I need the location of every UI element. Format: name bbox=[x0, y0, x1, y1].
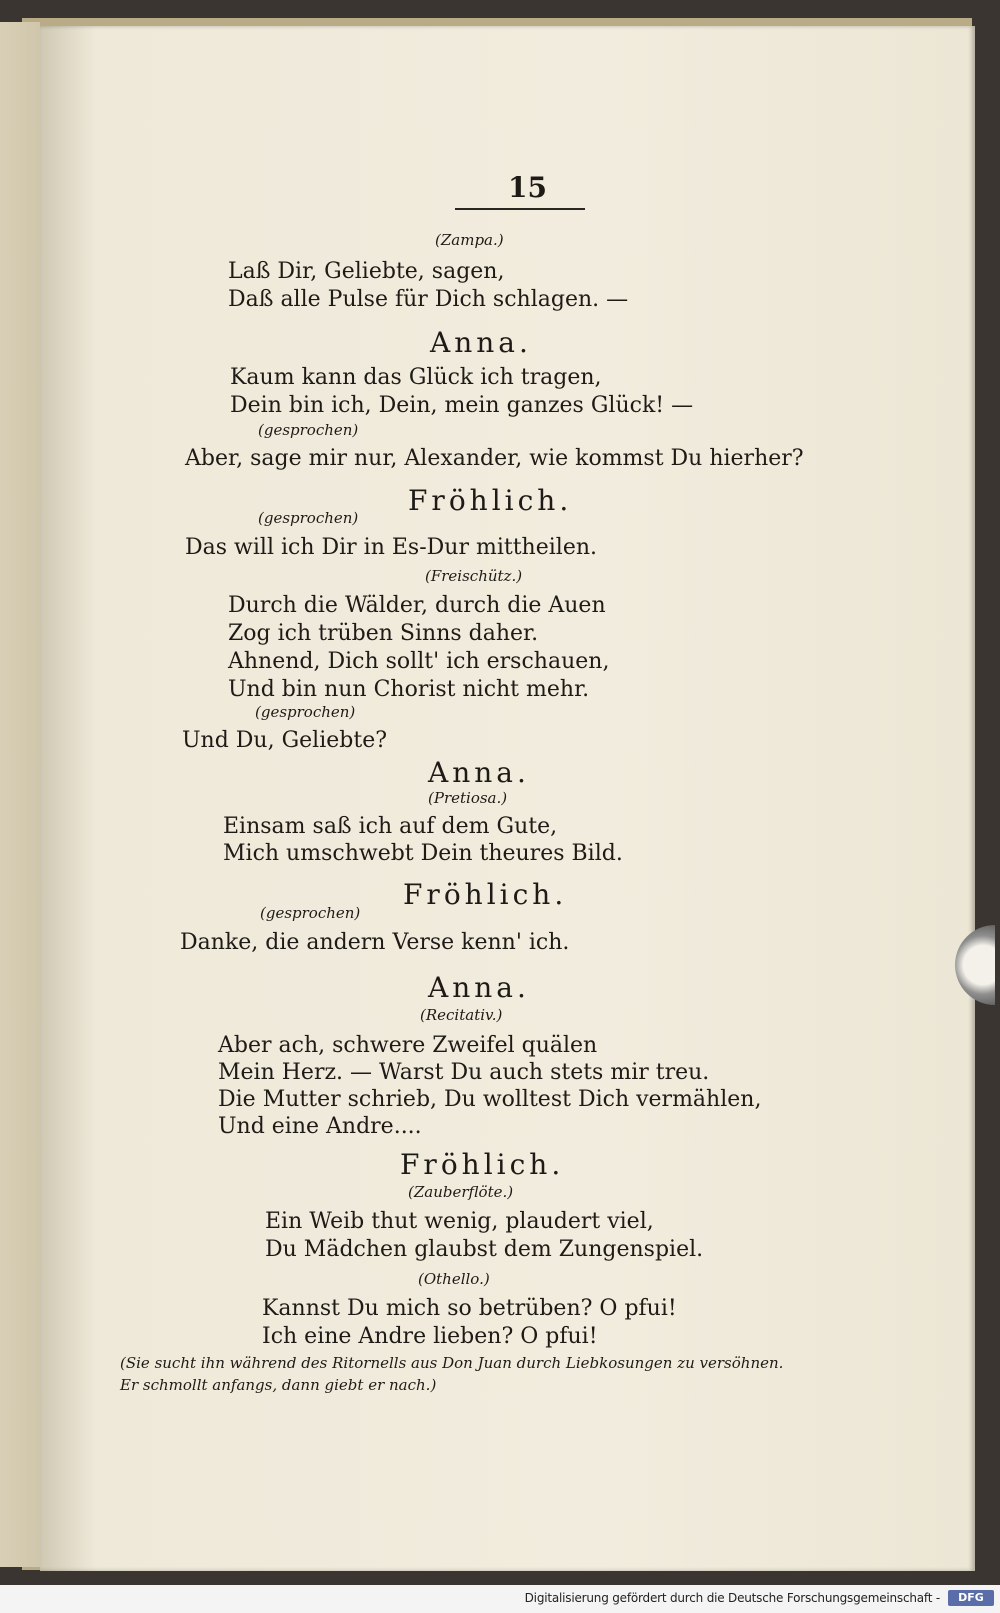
dialogue-line: Aber, sage mir nur, Alexander, wie kommst Du hierher? bbox=[185, 446, 804, 471]
page-number: 15 bbox=[508, 171, 547, 204]
header-rule bbox=[455, 208, 585, 210]
stage-direction-note: Er schmollt anfangs, dann giebt er nach.) bbox=[120, 1376, 437, 1394]
dfg-logo: DFG bbox=[948, 1590, 994, 1606]
stage-direction: (gesprochen) bbox=[260, 904, 361, 922]
book-page bbox=[40, 26, 975, 1571]
stage-direction: (Pretiosa.) bbox=[428, 789, 508, 807]
stage-direction: (Othello.) bbox=[418, 1270, 490, 1288]
speaker-name: Anna. bbox=[428, 971, 530, 1004]
verse-line: Zog ich trüben Sinns daher. bbox=[228, 621, 539, 646]
stage-direction: (Freischütz.) bbox=[425, 567, 523, 585]
verse-line: Die Mutter schrieb, Du wolltest Dich vermählen, bbox=[218, 1087, 762, 1112]
verse-line: Ich eine Andre lieben? O pfui! bbox=[262, 1324, 598, 1349]
verse-line: Durch die Wälder, durch die Auen bbox=[228, 593, 606, 618]
stage-direction: (gesprochen) bbox=[258, 421, 359, 439]
verse-line: Aber ach, schwere Zweifel quälen bbox=[218, 1033, 598, 1058]
dialogue-line: Das will ich Dir in Es-Dur mittheilen. bbox=[185, 535, 597, 560]
stage-direction: (gesprochen) bbox=[258, 509, 359, 527]
speaker-name: Anna. bbox=[428, 756, 530, 789]
speaker-name: Fröhlich. bbox=[400, 1148, 565, 1181]
verse-line: Und eine Andre.... bbox=[218, 1114, 422, 1139]
verse-line: Und bin nun Chorist nicht mehr. bbox=[228, 677, 590, 702]
stage-direction: (Recitativ.) bbox=[420, 1006, 503, 1024]
verse-line: Mein Herz. — Warst Du auch stets mir treu. bbox=[218, 1060, 710, 1085]
stage-direction-note: (Sie sucht ihn während des Ritornells aus Don Juan durch Liebkosungen zu versöhnen. bbox=[120, 1354, 784, 1372]
speaker-name: Fröhlich. bbox=[408, 484, 573, 517]
verse-line: Du Mädchen glaubst dem Zungenspiel. bbox=[265, 1237, 704, 1262]
verse-line: Dein bin ich, Dein, mein ganzes Glück! — bbox=[230, 393, 694, 418]
verse-line: Einsam saß ich auf dem Gute, bbox=[223, 814, 558, 839]
speaker-name: Fröhlich. bbox=[403, 878, 568, 911]
stage-direction: (Zauberflöte.) bbox=[408, 1183, 514, 1201]
attribution-text: Digitalisierung gefördert durch die Deutsche Forschungsgemeinschaft - bbox=[524, 1591, 940, 1605]
dialogue-line: Danke, die andern Verse kenn' ich. bbox=[180, 930, 570, 955]
dialogue-line: Und Du, Geliebte? bbox=[182, 728, 388, 753]
speaker-name: Anna. bbox=[430, 326, 532, 359]
verse-line: Ein Weib thut wenig, plaudert viel, bbox=[265, 1209, 654, 1234]
verse-line: Laß Dir, Geliebte, sagen, bbox=[228, 259, 505, 284]
verse-line: Kannst Du mich so betrüben? O pfui! bbox=[262, 1296, 677, 1321]
stage-direction: (Zampa.) bbox=[435, 231, 504, 249]
stage-direction: (gesprochen) bbox=[255, 703, 356, 721]
verse-line: Daß alle Pulse für Dich schlagen. — bbox=[228, 287, 629, 312]
verse-line: Kaum kann das Glück ich tragen, bbox=[230, 365, 602, 390]
attribution-bar bbox=[0, 1585, 1000, 1613]
verse-line: Ahnend, Dich sollt' ich erschauen, bbox=[228, 649, 610, 674]
verse-line: Mich umschwebt Dein theures Bild. bbox=[223, 841, 623, 866]
previous-page-edge bbox=[0, 22, 40, 1567]
